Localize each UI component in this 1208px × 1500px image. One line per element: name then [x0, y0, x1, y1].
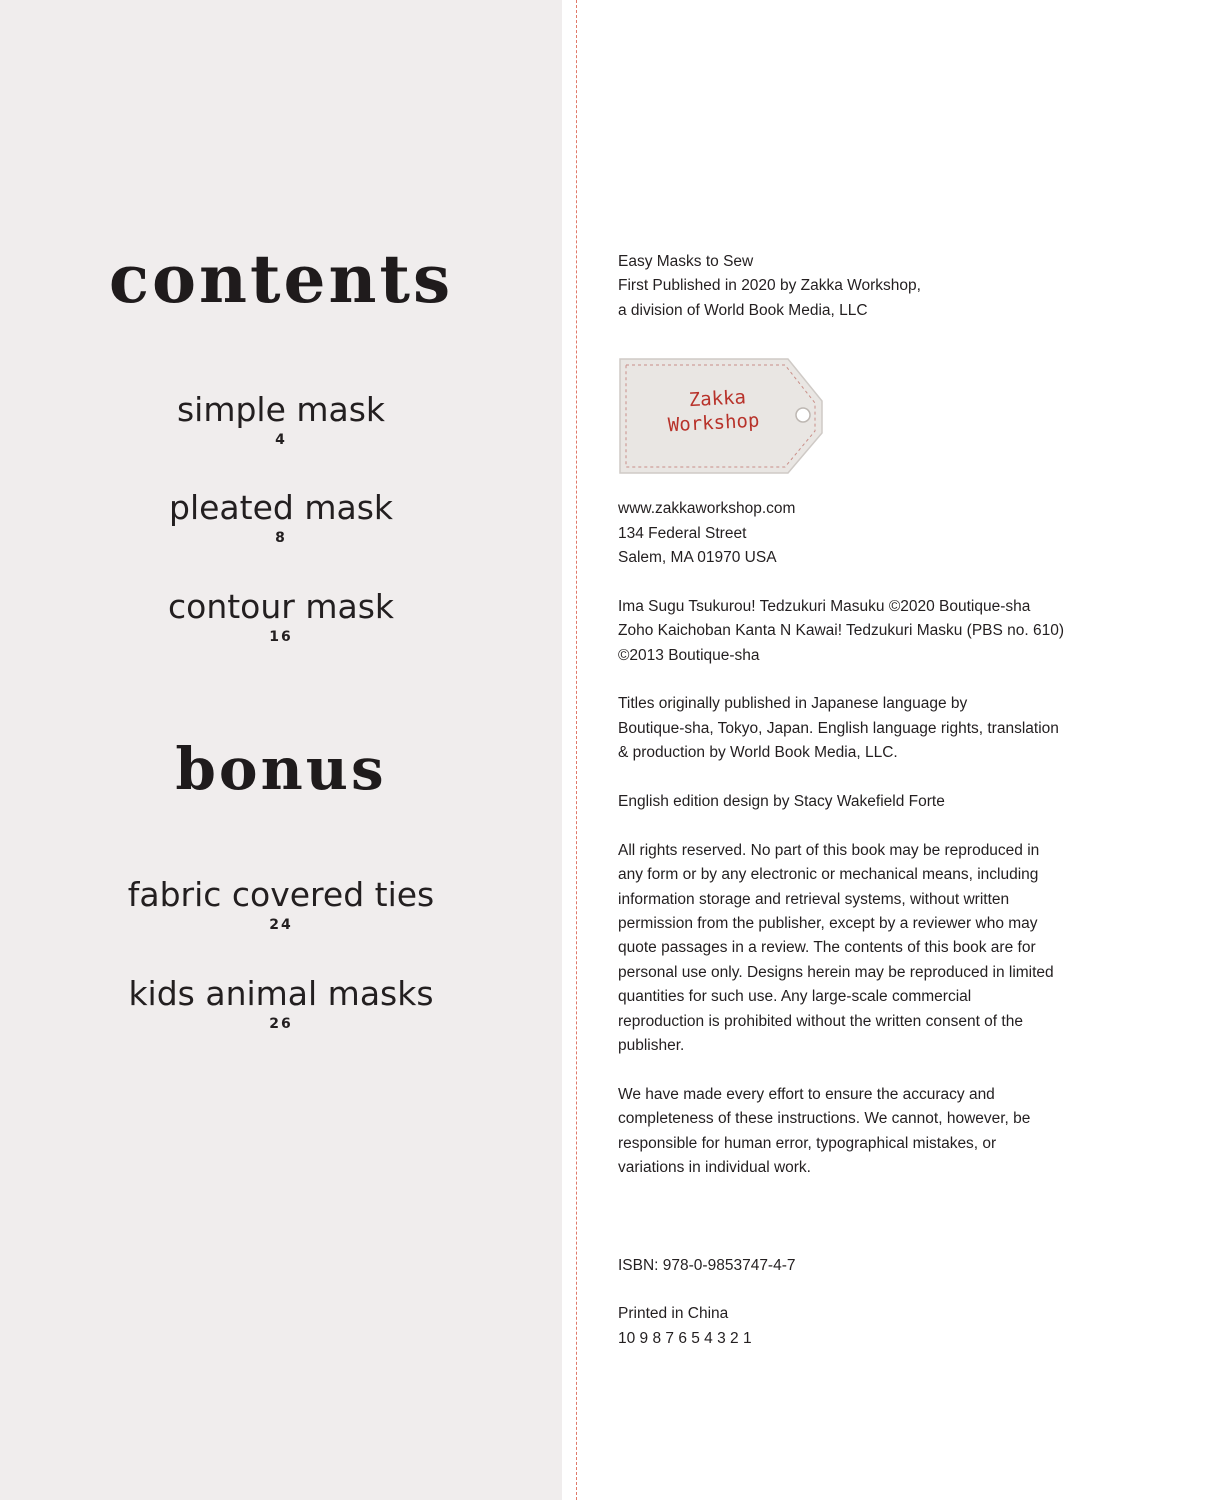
- toc-item-page: 4: [275, 432, 287, 448]
- toc-item-title: simple mask: [176, 390, 386, 429]
- reserved-line: permission from the publisher, except by a reviewer who may: [618, 915, 1038, 933]
- colophon: [618, 250, 1098, 1351]
- publisher-division: a division of World Book Media, LLC: [618, 301, 868, 319]
- printing-line: 10 9 8 7 6 5 4 3 2 1: [618, 1329, 752, 1347]
- logo-text: [617, 382, 809, 440]
- reserved-line: publisher.: [618, 1037, 685, 1055]
- toc-item-kids-animal-masks[interactable]: [0, 974, 562, 1032]
- accuracy-line: variations in individual work.: [618, 1159, 811, 1177]
- reserved-line: reproduction is prohibited without the written consent of the: [618, 1012, 1023, 1030]
- toc-item-title: contour mask: [167, 587, 395, 626]
- website-link[interactable]: www.zakkaworkshop.com: [618, 500, 796, 518]
- design-credit: English edition design by Stacy Wakefield Forte: [618, 793, 945, 811]
- reserved-line: any form or by any electronic or mechanical means, including: [618, 866, 1039, 884]
- logo-line-1: Zakka: [688, 386, 747, 412]
- accuracy-line: completeness of these instructions. We cannot, however, be: [618, 1110, 1031, 1128]
- toc-item-simple-mask[interactable]: [0, 390, 562, 448]
- book-title: Easy Masks to Sew: [618, 253, 754, 270]
- logo-line-2: Workshop: [667, 409, 760, 437]
- toc-item-page: 8: [275, 530, 287, 546]
- reserved-line: information storage and retrieval systems, without written: [618, 890, 1010, 908]
- rights-line: & production by World Book Media, LLC.: [618, 744, 898, 762]
- toc-item-page: 24: [269, 917, 293, 933]
- accuracy-line: We have made every effort to ensure the accuracy and: [618, 1085, 995, 1103]
- stitched-divider: [576, 0, 577, 1500]
- toc-item-page: 26: [269, 1016, 293, 1032]
- bonus-heading: bonus: [175, 735, 387, 803]
- zakka-workshop-logo: [618, 357, 824, 475]
- reserved-line: quote passages in a review. The contents of this book are for: [618, 939, 1036, 957]
- rights-line: Titles originally published in Japanese language by: [618, 695, 968, 713]
- address-city: Salem, MA 01970 USA: [618, 549, 777, 567]
- original-title-line: Zoho Kaichoban Kanta N Kawai! Tedzukuri Masku (PBS no. 610): [618, 622, 1065, 640]
- address-street: 134 Federal Street: [618, 524, 747, 542]
- printed-in: Printed in China: [618, 1305, 729, 1323]
- reserved-line: All rights reserved. No part of this book may be reproduced in: [618, 841, 1040, 859]
- contents-heading: contents: [108, 240, 454, 318]
- publisher-line: First Published in 2020 by Zakka Workshop,: [618, 277, 921, 295]
- toc-item-fabric-covered-ties[interactable]: [0, 875, 562, 933]
- reserved-line: personal use only. Designs herein may be reproduced in limited: [618, 963, 1054, 981]
- original-title-line: ©2013 Boutique-sha: [618, 646, 760, 664]
- reserved-line: quantities for such use. Any large-scale commercial: [618, 988, 972, 1006]
- accuracy-line: responsible for human error, typographical mistakes, or: [618, 1134, 997, 1152]
- toc-item-title: kids animal masks: [128, 974, 434, 1013]
- original-title-line: Ima Sugu Tsukurou! Tedzukuri Masuku ©2020 Boutique-sha: [618, 597, 1031, 615]
- toc-item-contour-mask[interactable]: [0, 587, 562, 645]
- toc-item-title: fabric covered ties: [127, 875, 435, 914]
- toc-item-title: pleated mask: [169, 488, 393, 527]
- rights-line: Boutique-sha, Tokyo, Japan. English language rights, translation: [618, 719, 1059, 737]
- isbn: ISBN: 978-0-9853747-4-7: [618, 1256, 796, 1274]
- toc-item-page: 16: [269, 629, 293, 645]
- toc-item-pleated-mask[interactable]: [0, 488, 562, 546]
